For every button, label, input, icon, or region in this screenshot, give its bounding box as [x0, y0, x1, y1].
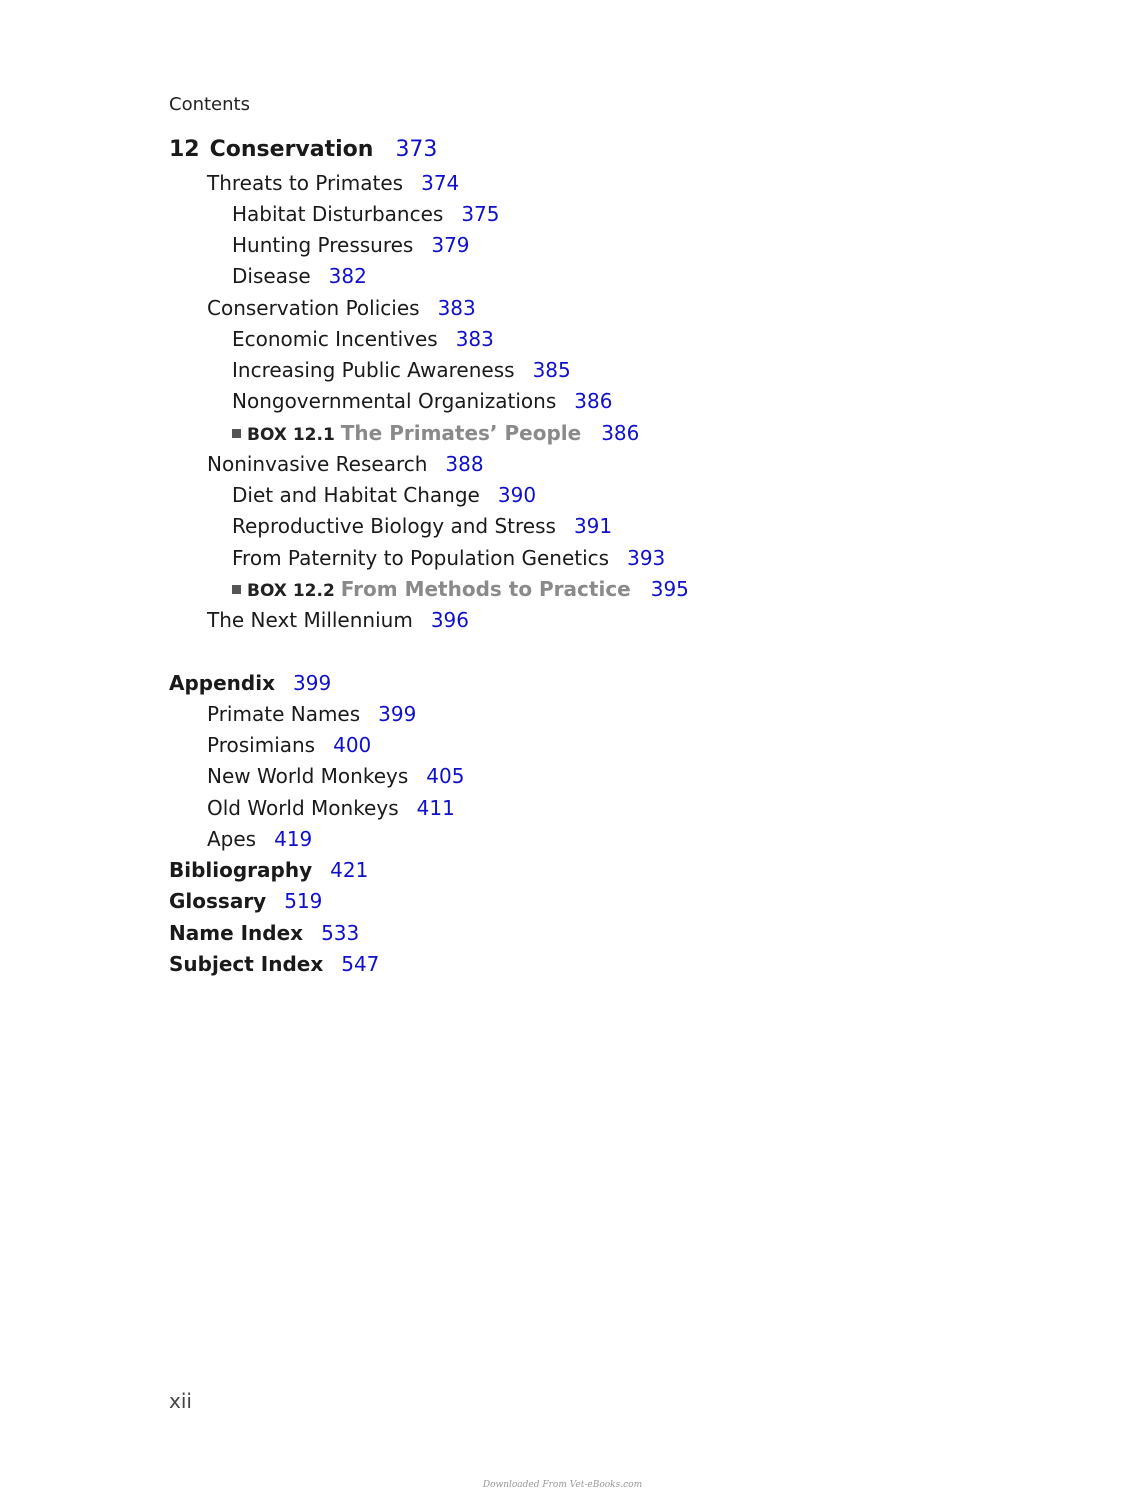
toc-entry-awareness[interactable]: [232, 358, 571, 382]
toc-entry-disease[interactable]: [232, 264, 367, 288]
entry-title: New World Monkeys: [207, 764, 409, 788]
entry-title: Diet and Habitat Change: [232, 483, 480, 507]
toc-entry-diet[interactable]: [232, 483, 536, 507]
page-number-link[interactable]: 385: [532, 358, 571, 382]
toc-entry-new-world-monkeys[interactable]: [207, 764, 464, 788]
entry-title: Hunting Pressures: [232, 233, 414, 257]
toc-subject-index[interactable]: [169, 952, 379, 976]
entry-title: The Next Millennium: [207, 608, 413, 632]
page-number-link[interactable]: 393: [627, 546, 666, 570]
entry-title: Old World Monkeys: [207, 796, 399, 820]
toc-entry-primate-names[interactable]: [207, 702, 416, 726]
entry-title: Glossary: [169, 889, 267, 913]
entry-title: Economic Incentives: [232, 327, 438, 351]
toc-entry-hunting[interactable]: [232, 233, 470, 257]
entry-title: Threats to Primates: [207, 171, 404, 195]
page-number-link[interactable]: 396: [430, 608, 469, 632]
toc-bibliography[interactable]: [169, 858, 368, 882]
page-folio: xii: [169, 1389, 192, 1413]
toc-entry-ngo[interactable]: [232, 389, 612, 413]
download-credit: Downloaded From Vet-eBooks.com: [482, 1480, 643, 1490]
page-number-link[interactable]: 373: [395, 137, 438, 162]
page-number-link[interactable]: 388: [445, 452, 484, 476]
box-label: BOX 12.2: [247, 581, 335, 601]
entry-title: Disease: [232, 264, 311, 288]
entry-title: Noninvasive Research: [207, 452, 428, 476]
page-number-link[interactable]: 419: [274, 827, 313, 851]
page-number-link[interactable]: 390: [497, 483, 537, 507]
page-number-link[interactable]: 533: [321, 921, 360, 945]
page-number-link[interactable]: 519: [284, 889, 323, 913]
toc-entry-apes[interactable]: [207, 827, 312, 851]
toc-entry-policies[interactable]: [207, 296, 476, 320]
page-number-link[interactable]: 375: [461, 202, 500, 226]
page-number-link[interactable]: 391: [573, 514, 613, 538]
page-number-link[interactable]: 386: [574, 389, 613, 413]
toc-entry-paternity[interactable]: [232, 546, 665, 570]
entry-title: Increasing Public Awareness: [232, 358, 515, 382]
toc-box-12-2[interactable]: [232, 577, 689, 603]
page-number-link[interactable]: 405: [426, 764, 465, 788]
page-number-link[interactable]: 379: [431, 233, 470, 257]
box-title: From Methods to Practice: [340, 577, 631, 601]
toc-chapter-12[interactable]: [169, 138, 437, 162]
page-number-link[interactable]: 547: [341, 952, 380, 976]
toc-entry-economic[interactable]: [232, 327, 494, 351]
chapter-number: 12: [169, 137, 200, 162]
entry-title: Bibliography: [169, 858, 313, 882]
page-number-link[interactable]: 374: [421, 171, 460, 195]
entry-title: Primate Names: [207, 702, 361, 726]
box-title: The Primates’ People: [340, 421, 582, 445]
box-bullet-icon: [232, 429, 241, 438]
entry-title: Reproductive Biology and Stress: [232, 514, 556, 538]
page-number-link[interactable]: 395: [650, 577, 689, 601]
toc-entry-threats[interactable]: [207, 171, 459, 195]
page-number-link[interactable]: 383: [437, 296, 476, 320]
entry-title: Nongovernmental Organizations: [232, 389, 557, 413]
toc-entry-millennium[interactable]: [207, 608, 469, 632]
page-number-link[interactable]: 399: [378, 702, 417, 726]
entry-title: Name Index: [169, 921, 304, 945]
running-head: Contents: [169, 94, 250, 115]
chapter-title: Conservation: [209, 137, 374, 162]
entry-title: Apes: [207, 827, 257, 851]
entry-title: From Paternity to Population Genetics: [232, 546, 610, 570]
entry-title: Habitat Disturbances: [232, 202, 444, 226]
page-number-link[interactable]: 383: [455, 327, 494, 351]
page-number-link[interactable]: 382: [328, 264, 367, 288]
toc-name-index[interactable]: [169, 921, 359, 945]
toc-entry-noninvasive[interactable]: [207, 452, 484, 476]
box-bullet-icon: [232, 585, 241, 594]
toc-glossary[interactable]: [169, 889, 322, 913]
page-number-link[interactable]: 386: [601, 421, 640, 445]
toc-entry-habitat[interactable]: [232, 202, 500, 226]
entry-title: Prosimians: [207, 733, 316, 757]
box-label: BOX 12.1: [247, 425, 335, 445]
page-number-link[interactable]: 399: [293, 671, 332, 695]
toc-entry-old-world-monkeys[interactable]: [207, 796, 455, 820]
page-number-link[interactable]: 400: [333, 733, 372, 757]
entry-title: Subject Index: [169, 952, 324, 976]
toc-box-12-1[interactable]: [232, 421, 639, 447]
entry-title: Conservation Policies: [207, 296, 420, 320]
toc-entry-repro[interactable]: [232, 514, 612, 538]
entry-title: Appendix: [169, 671, 275, 695]
toc-appendix[interactable]: [169, 671, 331, 695]
page-number-link[interactable]: 421: [330, 858, 369, 882]
page-number-link[interactable]: 411: [416, 796, 455, 820]
toc-entry-prosimians[interactable]: [207, 733, 371, 757]
